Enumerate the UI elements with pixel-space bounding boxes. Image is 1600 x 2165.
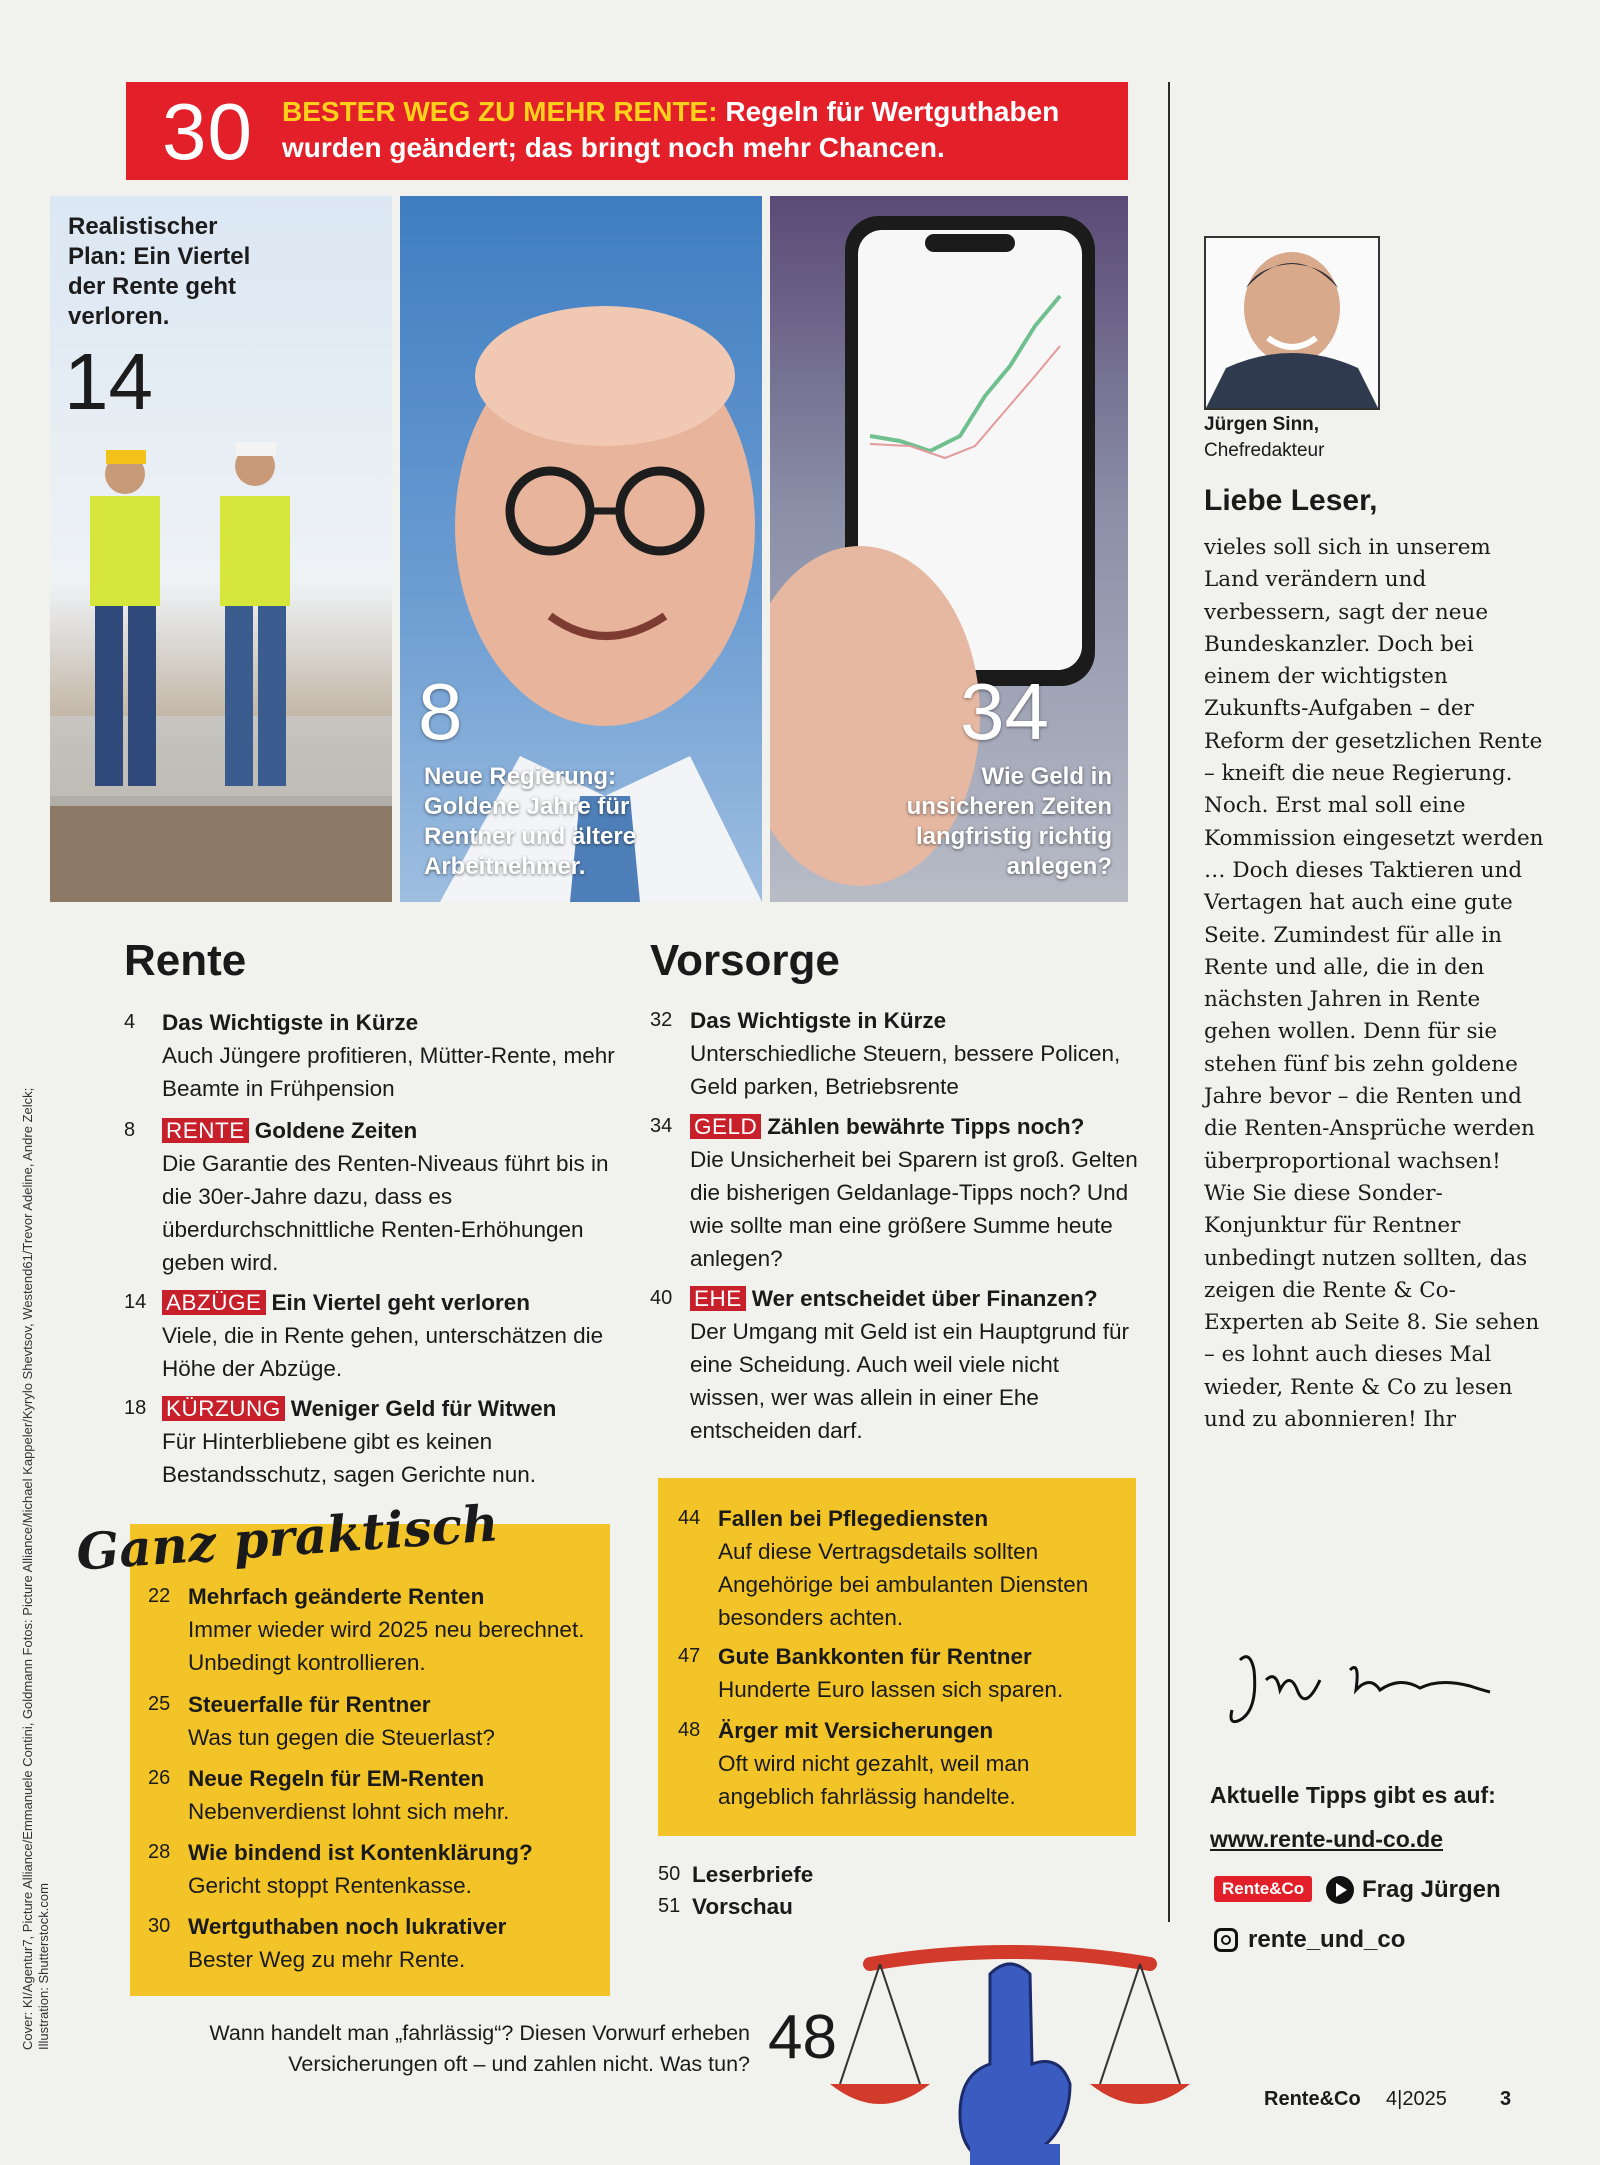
- entry-headline: Goldene Zeiten: [254, 1118, 418, 1143]
- toc-entry[interactable]: [148, 1910, 598, 1976]
- entry-headline: Leserbriefe: [692, 1862, 814, 1887]
- photo-panel-chancellor[interactable]: [400, 196, 762, 902]
- toc-entry[interactable]: [650, 1110, 1140, 1275]
- youtube-channel-badge[interactable]: Rente&Co: [1214, 1876, 1312, 1902]
- entry-headline: Weniger Geld für Witwen: [290, 1396, 557, 1421]
- teaser-page-number[interactable]: 48: [768, 2003, 837, 2072]
- editor-photo: [1206, 238, 1378, 408]
- editor-signature: [1220, 1640, 1500, 1730]
- entry-page-number: 48: [678, 1719, 701, 1741]
- entry-description: Auch Jüngere profitieren, Mütter-Rente, mehr Beamte in Frühpension: [162, 1043, 615, 1101]
- entry-description: Viele, die in Rente gehen, unterschätzen die Höhe der Abzüge.: [162, 1323, 604, 1381]
- entry-page-number: 26: [148, 1767, 171, 1789]
- panel-page-number: 34: [960, 667, 1049, 756]
- panel-caption: Neue Regierung: Goldene Jahre für Rentner und ältere Arbeitnehmer.: [424, 763, 637, 880]
- column-divider: [1168, 82, 1170, 1922]
- entry-page-number: 8: [124, 1119, 136, 1141]
- toc-entry[interactable]: [658, 1890, 958, 1923]
- entry-page-number: 32: [650, 1009, 673, 1031]
- entry-headline: Wie bindend ist Kontenklärung?: [188, 1840, 533, 1865]
- toc-entry[interactable]: [650, 1282, 1140, 1447]
- entry-headline: Wer entscheidet über Finanzen?: [751, 1286, 1098, 1311]
- entry-description: Auf diese Vertragsdetails sollten Angehörige bei ambulanten Diensten besonders achten.: [718, 1539, 1089, 1630]
- section-title-rente: Rente: [124, 936, 247, 985]
- entry-page-number: 14: [124, 1291, 147, 1313]
- toc-entry[interactable]: [148, 1762, 598, 1828]
- banner-highlight: BESTER WEG ZU MEHR RENTE:: [282, 96, 718, 127]
- panel-caption: Wie Geld in unsicheren Zeiten langfristig richtig anlegen?: [906, 763, 1112, 880]
- entry-description: Für Hinterbliebene gibt es keinen Bestandsschutz, sagen Gerichte nun.: [162, 1429, 536, 1487]
- entry-headline: Neue Regeln für EM-Renten: [188, 1766, 485, 1791]
- panel-page-number: 14: [64, 337, 153, 426]
- entry-headline: Fallen bei Pflegediensten: [718, 1506, 989, 1531]
- footer-brand: Rente&Co: [1264, 2088, 1361, 2110]
- toc-entry[interactable]: [148, 1688, 598, 1754]
- toc-entry[interactable]: [148, 1580, 598, 1679]
- toc-entry[interactable]: [650, 1004, 1140, 1103]
- toc-entry[interactable]: [124, 1392, 644, 1491]
- entry-headline: Ärger mit Versicherungen: [718, 1718, 994, 1743]
- entry-page-number: 18: [124, 1397, 147, 1419]
- photo-panel-construction[interactable]: [50, 196, 392, 902]
- toc-entry[interactable]: [678, 1640, 1128, 1706]
- entry-description: Hunderte Euro lassen sich sparen.: [718, 1677, 1064, 1702]
- entry-headline: Ein Viertel geht verloren: [271, 1290, 530, 1315]
- toc-entry[interactable]: [124, 1006, 644, 1105]
- entry-page-number: 40: [650, 1287, 673, 1309]
- entry-tag: GELD: [690, 1114, 761, 1139]
- entry-description: Die Unsicherheit bei Sparern ist groß. Gelten die bisherigen Geldanlage-Tipps noch? Und wie sollte man eine größere Summe heute anlegen?: [690, 1147, 1138, 1271]
- scale-illustration: [820, 1944, 1200, 2165]
- entry-description: Was tun gegen die Steuerlast?: [188, 1725, 495, 1750]
- banner-page-number: 30: [162, 87, 253, 176]
- entry-page-number: 51: [658, 1895, 681, 1917]
- panel-caption: Realistischer Plan: Ein Viertel der Rente geht verloren.: [68, 213, 251, 330]
- entry-page-number: 44: [678, 1507, 701, 1529]
- toc-entry[interactable]: [148, 1836, 598, 1902]
- entry-page-number: 4: [124, 1011, 136, 1033]
- tips-title: Aktuelle Tipps gibt es auf:: [1210, 1782, 1496, 1808]
- entry-page-number: 50: [658, 1863, 681, 1885]
- entry-headline: Vorschau: [692, 1894, 793, 1919]
- entry-headline: Zählen bewährte Tipps noch?: [767, 1114, 1085, 1139]
- entry-page-number: 28: [148, 1841, 171, 1863]
- entry-description: Immer wieder wird 2025 neu berechnet. Unbedingt kontrollieren.: [188, 1617, 585, 1675]
- entry-tag: ABZÜGE: [162, 1290, 266, 1315]
- toc-entry[interactable]: [124, 1286, 644, 1385]
- entry-page-number: 30: [148, 1915, 171, 1937]
- banner-description: Regeln für Wertguthaben wurden geändert; das bringt noch mehr Chancen.: [282, 96, 1060, 163]
- entry-description: Nebenverdienst lohnt sich mehr.: [188, 1799, 510, 1824]
- photo-credits: Cover: KI/Agentur7, Picture Alliance/Emmanuele Contini, Goldmann Fotos: Picture Alliance/Michael Kappeler/Kyrylo Shevtsov, Westend61/Trevor Adeline, Andre Zelck; Illustration: Shutterstock.com: [20, 1087, 51, 2050]
- instagram-handle[interactable]: rente_und_co: [1248, 1926, 1406, 1953]
- entry-headline: Mehrfach geänderte Renten: [188, 1584, 485, 1609]
- instagram-icon[interactable]: [1214, 1928, 1238, 1952]
- entry-tag: RENTE: [162, 1118, 249, 1143]
- editor-portrait: [1204, 236, 1380, 410]
- photo-panel-smartphone[interactable]: [770, 196, 1128, 902]
- entry-tag: EHE: [690, 1286, 746, 1311]
- entry-tag: KÜRZUNG: [162, 1396, 285, 1421]
- entry-page-number: 34: [650, 1115, 673, 1137]
- editor-letter: vieles soll sich in unserem Land verändern und verbessern, sagt der neue Bundeskanzler. Doch bei einem der wichtigsten Zukunfts-Aufgaben – der Reform der gesetzlichen Rente – kneift die neue Regierung. Noch. Erst mal soll eine Kommission eingesetzt werden … Doch dieses Taktieren und Vertagen hat auch eine gute Seite. Zumindest für alle in Rente und alle, die in den nächsten Jahren in Rente gehen wollen. Denn für sie stehen fünf bis zehn goldene Jahre bevor – die Renten und die Renten-Ansprüche werden überproportional wachsen! Wie Sie diese Sonder-Konjunktur für Rentner unbedingt nutzen sollten, das zeigen die Rente & Co-Experten ab Seite 8. Sie sehen – es lohnt auch dieses Mal wieder, Rente & Co zu lesen und zu abonnieren! Ihr: [1204, 535, 1544, 1433]
- entry-headline: Wertguthaben noch lukrativer: [188, 1914, 507, 1939]
- entry-description: Bester Weg zu mehr Rente.: [188, 1947, 466, 1972]
- praktisch-title: Ganz praktisch: [74, 1493, 501, 1582]
- letter-greeting: Liebe Leser,: [1204, 484, 1378, 517]
- entry-headline: Das Wichtigste in Kürze: [162, 1010, 419, 1035]
- footer-issue: 4|2025: [1386, 2088, 1447, 2110]
- footer-page-number: 3: [1500, 2088, 1512, 2110]
- entry-page-number: 47: [678, 1645, 701, 1667]
- section-title-vorsorge: Vorsorge: [650, 936, 840, 985]
- teaser-text: Wann handelt man „fahrlässig“? Diesen Vorwurf erheben Versicherungen oft – und zahlen nicht. Was tun?: [209, 2021, 750, 2076]
- play-icon[interactable]: [1326, 1876, 1354, 1904]
- toc-entry[interactable]: [678, 1714, 1128, 1813]
- toc-entry[interactable]: [124, 1114, 644, 1279]
- entry-description: Der Umgang mit Geld ist ein Hauptgrund für eine Scheidung. Auch weil viele nicht wissen, wer was allein in einer Ehe entscheiden darf.: [690, 1319, 1129, 1443]
- editor-name: Jürgen Sinn,: [1204, 414, 1320, 435]
- entry-headline: Das Wichtigste in Kürze: [690, 1008, 947, 1033]
- entry-page-number: 22: [148, 1585, 171, 1607]
- toc-entry[interactable]: [658, 1858, 958, 1891]
- entry-page-number: 25: [148, 1693, 171, 1715]
- entry-headline: Gute Bankkonten für Rentner: [718, 1644, 1032, 1669]
- website-link[interactable]: www.rente-und-co.de: [1210, 1826, 1443, 1852]
- editor-role: Chefredakteur: [1204, 440, 1325, 461]
- youtube-channel-label[interactable]: Frag Jürgen: [1362, 1876, 1501, 1903]
- entry-description: Unterschiedliche Steuern, bessere Policen, Geld parken, Betriebsrente: [690, 1041, 1121, 1099]
- entry-headline: Steuerfalle für Rentner: [188, 1692, 431, 1717]
- banner-text: [282, 94, 1112, 166]
- entry-description: Gericht stoppt Rentenkasse.: [188, 1873, 472, 1898]
- panel-page-number: 8: [418, 667, 463, 756]
- entry-description: Oft wird nicht gezahlt, weil man angeblich fahrlässig handelte.: [718, 1751, 1030, 1809]
- toc-entry[interactable]: [678, 1502, 1128, 1634]
- entry-description: Die Garantie des Renten-Niveaus führt bis in die 30er-Jahre dazu, dass es überdurchschnittliche Renten-Erhöhungen geben wird.: [162, 1151, 609, 1275]
- top-banner[interactable]: [126, 82, 1128, 180]
